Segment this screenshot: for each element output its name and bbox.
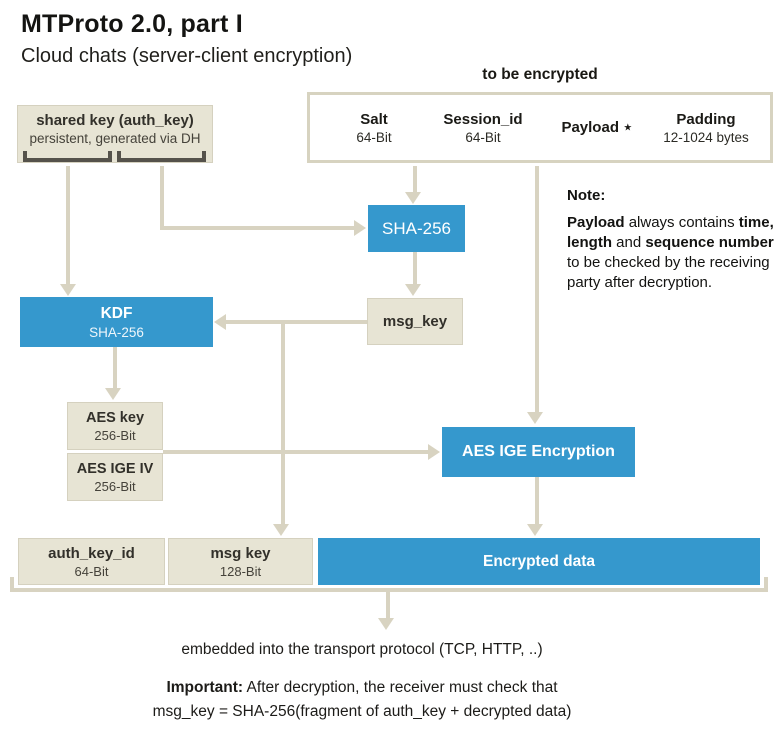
aes-ige-encryption-box: AES IGE Encryption <box>442 427 635 477</box>
msg-key-box <box>367 298 463 345</box>
auth-key-id-sub: 64-Bit <box>74 563 109 579</box>
note-segment: time, length <box>567 214 774 251</box>
output-group-bracket <box>10 577 768 592</box>
encrypted-data-box: Encrypted data <box>318 538 760 585</box>
shared-key-title: shared key (auth_key) <box>36 112 194 129</box>
aes-key-box <box>67 402 163 450</box>
note <box>567 186 777 293</box>
arrow-output-to-transport-head <box>378 618 394 630</box>
arrow-group-to-sha256-head <box>405 192 421 204</box>
important-label: Important: <box>166 679 244 696</box>
kdf-subtitle: SHA-256 <box>89 324 144 340</box>
field-payload <box>537 95 657 160</box>
aes-iv-box <box>67 453 163 501</box>
to-be-encrypted-group <box>307 92 773 163</box>
field-sub: 64-Bit <box>465 129 501 145</box>
aes-key-sub: 256-Bit <box>94 427 136 443</box>
important-rest: After decryption, the receiver must check that <box>243 679 558 696</box>
note-segment: Payload <box>567 214 625 231</box>
arrow-sharedkey-to-kdf-head <box>60 284 76 296</box>
transport-caption: embedded into the transport protocol (TCP, HTTP, ..) <box>181 641 543 658</box>
aes-key-title: AES key <box>85 409 145 426</box>
field-name: Session_id <box>443 110 523 128</box>
arrow-aeskeys-to-aesige-head <box>428 444 440 460</box>
msg-key-label: msg_key <box>382 313 448 330</box>
arrow-msgkey-to-output-head <box>273 524 289 536</box>
arrow-aesige-to-encrypted-line <box>535 477 539 526</box>
arrow-kdf-to-aeskey-line <box>113 347 117 390</box>
note-heading: Note: <box>567 187 606 204</box>
auth-key-fragment-bracket-right <box>117 151 206 162</box>
arrow-sha256-to-msgkey-head <box>405 284 421 296</box>
kdf-box <box>20 297 213 347</box>
arrow-aesige-to-encrypted-head <box>527 524 543 536</box>
note-segment: and <box>612 234 646 251</box>
field-name: Padding <box>676 110 736 128</box>
note-segment: to be checked by the receiving party after decryption. <box>567 254 770 291</box>
field-padding <box>640 95 772 160</box>
to-be-encrypted-label: to be encrypted <box>482 66 598 83</box>
page-subtitle: Cloud chats (server-client encryption) <box>21 45 353 67</box>
field-salt <box>314 95 434 160</box>
arrow-sharedkey-to-sha256-head <box>354 220 366 236</box>
arrow-kdf-to-aeskey-head <box>105 388 121 400</box>
kdf-title: KDF <box>100 304 133 322</box>
important-caption <box>0 679 724 697</box>
shared-key-subtitle: persistent, generated via DH <box>29 131 201 146</box>
arrow-payload-to-aesige-head <box>527 412 543 424</box>
arrow-group-to-sha256-line <box>413 166 417 194</box>
msg-key-out-title: msg key <box>210 544 271 562</box>
arrow-msgkey-to-kdf-head <box>214 314 226 330</box>
field-sub: 12-1024 bytes <box>663 129 749 145</box>
arrow-payload-to-aesige-line <box>535 166 539 412</box>
msg-key-out-sub: 128-Bit <box>219 563 262 579</box>
sha256-box: SHA-256 <box>368 205 465 252</box>
note-segment: sequence number <box>645 234 774 251</box>
aes-iv-sub: 256-Bit <box>94 478 136 494</box>
auth-key-id-title: auth_key_id <box>48 544 135 562</box>
arrow-msgkey-to-output-line <box>281 322 285 524</box>
formula-caption: msg_key = SHA-256(fragment of auth_key + decrypted data) <box>152 703 572 720</box>
auth-key-fragment-bracket-left <box>23 151 112 162</box>
field-sub: 64-Bit <box>356 129 392 145</box>
field-name: Salt <box>360 110 388 128</box>
arrow-sharedkey-to-sha256-vline <box>160 166 164 230</box>
field-name: Payload ⋆ <box>561 118 633 136</box>
arrow-msgkey-to-kdf-line <box>226 320 367 324</box>
field-session-id <box>423 95 543 160</box>
note-text <box>567 213 777 293</box>
page-title: MTProto 2.0, part I <box>21 10 243 38</box>
arrow-output-to-transport-line <box>386 592 390 620</box>
note-segment: always contains <box>624 214 739 231</box>
arrow-sha256-to-msgkey-line <box>413 252 417 286</box>
aes-iv-title: AES IGE IV <box>76 460 154 477</box>
arrow-sharedkey-to-sha256-hline <box>160 226 354 230</box>
arrow-aeskeys-to-aesige-line <box>163 450 428 454</box>
arrow-sharedkey-to-kdf-line <box>66 166 70 284</box>
